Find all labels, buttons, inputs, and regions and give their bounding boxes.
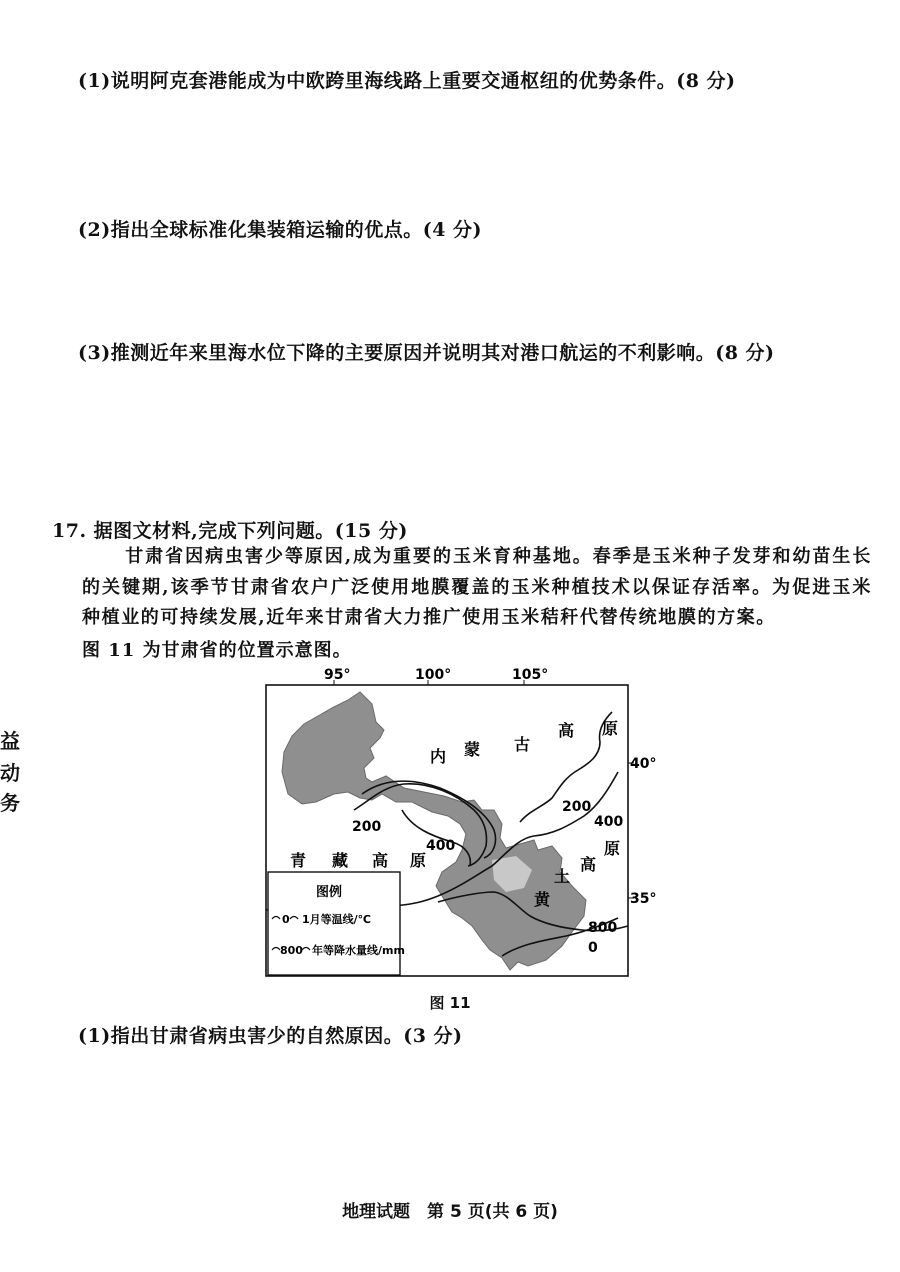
label-tu: 土 [554,867,571,886]
legend-temp-label: 1月等温线/℃ [302,913,371,926]
label-gao-1: 高 [558,721,575,740]
question-17-1: (1)指出甘肃省病虫害少的自然原因。(3 分) [78,1025,463,1047]
label-gu: 古 [514,735,531,754]
page-footer: 地理试题 第 5 页(共 6 页) [342,1202,558,1222]
legend-prec-symbol: 800 [280,944,303,957]
isoline-label-400-west: 400 [426,838,456,854]
isoline-label-0: 0 [588,940,598,956]
question-17-material: 甘肃省因病虫害少等原因,成为重要的玉米育种基地。春季是玉米种子发芽和幼苗生长的关键期,该季节甘肃省农户广泛使用地膜覆盖的玉米种植技术以保证存活率。为促进玉米种植业的可持续发展,近年来甘肃省大力推广使用玉米秸秆代替传统地膜的方案。 [82,546,872,628]
label-gao-3: 高 [580,855,597,874]
isoline-label-200-west: 200 [352,819,382,835]
label-yuan-3: 原 [604,839,621,858]
isoline-label-400-east: 400 [594,814,624,830]
lon-label-105: 105° [512,667,549,683]
margin-char-1: 益 [0,729,20,753]
question-16-3: (3)推测近年来里海水位下降的主要原因并说明其对港口航运的不利影响。(8 分) [78,342,775,364]
legend-title: 图例 [316,885,343,900]
legend-prec-label: 年等降水量线/mm [312,944,405,957]
lat-label-35: 35° [630,891,657,907]
lon-label-95: 95° [324,667,351,683]
margin-char-3: 务 [0,791,20,815]
label-qing: 青 [290,851,307,870]
label-meng: 蒙 [464,740,481,759]
lat-label-40: 40° [630,756,657,772]
question-17-title: 17. 据图文材料,完成下列问题。(15 分) [52,520,408,542]
margin-char-2: 动 [0,761,20,785]
legend-temp-symbol: 0 [282,913,290,926]
label-zang: 藏 [332,851,349,870]
question-16-2: (2)指出全球标准化集装箱运输的优点。(4 分) [78,219,483,241]
figure-caption: 图 11 [429,994,471,1012]
figure-reference: 图 11 为甘肃省的位置示意图。 [82,640,352,661]
lon-label-100: 100° [415,667,452,683]
label-huang: 黄 [534,890,551,909]
isoline-label-200-north: 200 [562,799,592,815]
label-gao-2: 高 [372,851,389,870]
question-16-1: (1)说明阿克套港能成为中欧跨里海线路上重要交通枢纽的优势条件。(8 分) [78,70,736,92]
gansu-location-map [262,660,662,985]
label-yuan-1: 原 [602,719,619,738]
label-nei: 内 [430,747,447,766]
isoline-label-800: 800 [588,920,618,936]
label-yuan-2: 原 [410,851,427,870]
